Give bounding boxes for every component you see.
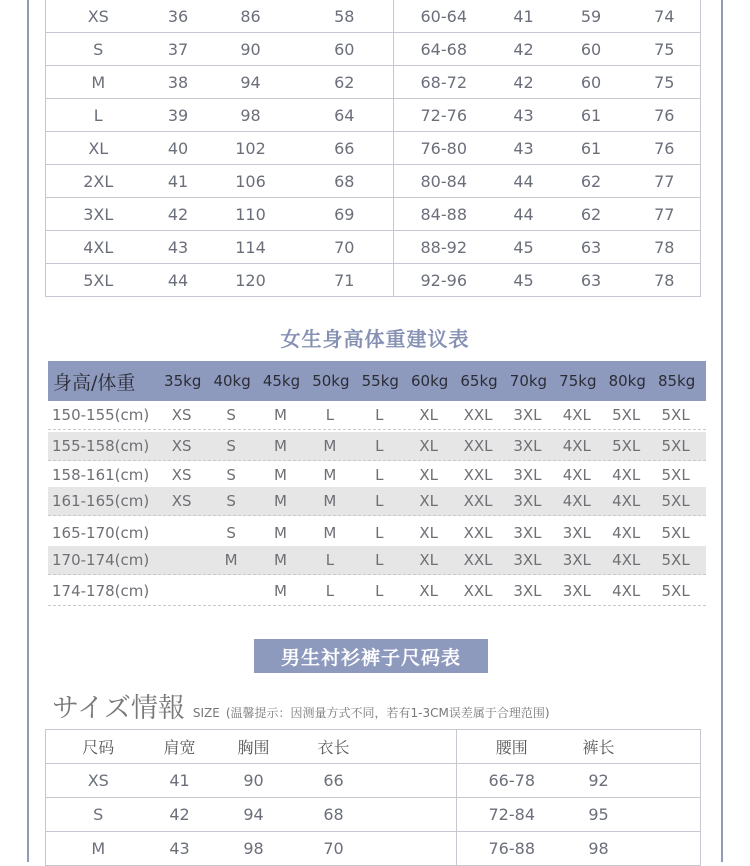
women-chart-row: [48, 487, 706, 516]
table-cell: XS: [46, 764, 151, 798]
size-suggestion: XXL: [463, 551, 493, 569]
table-cell: 44: [494, 165, 554, 198]
size-suggestion: L: [375, 551, 384, 569]
table-row: [46, 165, 701, 198]
header-label: 身高/体重: [53, 371, 136, 394]
table-cell: 37: [151, 33, 206, 66]
size-suggestion: M: [274, 524, 287, 542]
table-cell: 77: [629, 165, 701, 198]
column-header: 衣长: [299, 730, 369, 764]
size-suggestion: XXL: [463, 437, 493, 455]
weight-header: 35kg: [164, 372, 202, 390]
table-cell: 43: [151, 832, 209, 866]
size-suggestion: L: [325, 582, 335, 600]
table-cell: 42: [494, 33, 554, 66]
height-range: 174-178(cm): [52, 582, 150, 600]
women-chart-row: [48, 519, 706, 548]
table-cell: 120: [206, 264, 296, 297]
size-suggestion: M: [274, 406, 287, 424]
size-suggestion: XXL: [463, 406, 493, 424]
table-row: [46, 264, 701, 297]
table-cell: 68-72: [394, 66, 494, 99]
table-cell: 92-96: [394, 264, 494, 297]
size-suggestion: 5XL: [661, 551, 690, 569]
table-cell: [369, 832, 457, 866]
size-suggestion: XXL: [463, 466, 493, 484]
weight-header: 85kg: [657, 372, 696, 390]
table-cell: 60: [554, 66, 629, 99]
weight-header: 50kg: [312, 372, 350, 390]
size-suggestion: 3XL: [513, 551, 542, 569]
size-suggestion: L: [325, 406, 335, 424]
table-cell: 84-88: [394, 198, 494, 231]
table-cell: M: [46, 832, 151, 866]
size-suggestion: L: [375, 492, 384, 510]
table-cell: 43: [494, 99, 554, 132]
table-cell: L: [46, 99, 151, 132]
table-cell: S: [46, 798, 151, 832]
women-chart-row: [48, 546, 706, 575]
frame-right-border: [721, 0, 723, 862]
table-cell: 72-84: [457, 798, 567, 832]
table-row: [46, 0, 701, 33]
table-row: [46, 798, 701, 832]
table-cell: 76-88: [457, 832, 567, 866]
size-suggestion: XL: [419, 492, 438, 510]
table-cell: 60-64: [394, 0, 494, 33]
table-cell: 71: [296, 264, 394, 297]
table-cell: 72-76: [394, 99, 494, 132]
table-cell: 94: [206, 66, 296, 99]
size-suggestion: XS: [171, 492, 192, 510]
table-row: [46, 231, 701, 264]
women-chart-row: [48, 577, 706, 606]
table-cell: 88-92: [394, 231, 494, 264]
size-suggestion: XXL: [463, 582, 493, 600]
table-cell: 60: [296, 33, 394, 66]
table-cell: 78: [629, 264, 701, 297]
table-cell: 77: [629, 198, 701, 231]
size-heading-note: (温馨提示：因测量方式不同，若有1-3CM误差属于合理范围): [225, 706, 550, 720]
size-suggestion: 3XL: [513, 582, 542, 600]
weight-header: 45kg: [262, 372, 301, 390]
table-cell: 45: [494, 264, 554, 297]
size-suggestion: L: [375, 582, 384, 600]
height-range: 158-161(cm): [52, 466, 150, 484]
table-cell: 39: [151, 99, 206, 132]
table-cell: 80-84: [394, 165, 494, 198]
size-suggestion: 5XL: [661, 437, 690, 455]
size-suggestion: XS: [171, 466, 192, 484]
weight-header: 65kg: [460, 372, 498, 390]
size-suggestion: M: [274, 492, 287, 510]
weight-header: 60kg: [411, 372, 449, 390]
size-suggestion: S: [226, 406, 236, 424]
size-suggestion: 3XL: [513, 466, 542, 484]
table-cell: 43: [494, 132, 554, 165]
column-header: 肩宽: [151, 730, 209, 764]
table-cell: 75: [629, 33, 701, 66]
table-cell: 4XL: [46, 231, 151, 264]
height-range: 170-174(cm): [52, 551, 150, 569]
size-suggestion: 5XL: [612, 406, 641, 424]
size-suggestion: 4XL: [562, 437, 591, 455]
table-cell: [631, 832, 701, 866]
table-cell: 5XL: [46, 264, 151, 297]
women-chart-row: [48, 401, 706, 430]
column-header: [369, 730, 457, 764]
table-cell: 94: [209, 798, 299, 832]
table-cell: 41: [151, 165, 206, 198]
size-suggestion: XXL: [463, 524, 493, 542]
size-suggestion: 5XL: [612, 437, 641, 455]
table-cell: 86: [206, 0, 296, 33]
table-cell: 68: [296, 165, 394, 198]
size-suggestion: M: [274, 437, 287, 455]
table-cell: 58: [296, 0, 394, 33]
size-suggestion: XL: [419, 466, 438, 484]
size-suggestion: L: [375, 406, 384, 424]
table-cell: 62: [554, 165, 629, 198]
table-cell: XS: [46, 0, 151, 33]
size-suggestion: XL: [419, 406, 438, 424]
size-heading-en: SIZE: [192, 706, 220, 720]
size-suggestion: 4XL: [612, 524, 641, 542]
women-chart-title: 女生身高体重建议表: [280, 327, 470, 351]
size-suggestion: XS: [171, 437, 192, 455]
table-cell: 76: [629, 132, 701, 165]
table-row: [46, 66, 701, 99]
column-header: [631, 730, 701, 764]
size-suggestion: 3XL: [513, 437, 542, 455]
table-cell: 68: [299, 798, 369, 832]
size-suggestion: L: [375, 437, 384, 455]
size-suggestion: XXL: [463, 492, 493, 510]
women-chart-row: [48, 432, 706, 461]
table-row: [46, 832, 701, 866]
height-range: 155-158(cm): [52, 437, 150, 455]
table-cell: 74: [629, 0, 701, 33]
weight-header: 75kg: [559, 372, 597, 390]
table-cell: 61: [554, 132, 629, 165]
table-cell: [631, 764, 701, 798]
table-cell: 41: [494, 0, 554, 33]
size-suggestion: 3XL: [562, 551, 591, 569]
table-cell: 69: [296, 198, 394, 231]
table-cell: 70: [299, 832, 369, 866]
size-suggestion: S: [226, 524, 236, 542]
table-cell: 64-68: [394, 33, 494, 66]
table-cell: 78: [629, 231, 701, 264]
table-cell: XL: [46, 132, 151, 165]
table-cell: 70: [296, 231, 394, 264]
column-header: 裤长: [567, 730, 631, 764]
size-suggestion: 3XL: [513, 406, 542, 424]
table-cell: 60: [554, 33, 629, 66]
table-cell: 64: [296, 99, 394, 132]
table-cell: 41: [151, 764, 209, 798]
table-cell: 90: [206, 33, 296, 66]
column-header: 腰围: [457, 730, 567, 764]
table-cell: 66: [296, 132, 394, 165]
table-cell: 63: [554, 264, 629, 297]
table-row: [46, 198, 701, 231]
size-suggestion: M: [323, 524, 337, 542]
table-cell: 66-78: [457, 764, 567, 798]
size-suggestion: M: [274, 551, 287, 569]
table-cell: 44: [494, 198, 554, 231]
size-info-heading: [52, 686, 550, 725]
table-cell: 42: [151, 798, 209, 832]
table-cell: 90: [209, 764, 299, 798]
height-range: 150-155(cm): [52, 406, 150, 424]
size-suggestion: 4XL: [562, 492, 591, 510]
table-cell: 45: [494, 231, 554, 264]
weight-header: 55kg: [361, 372, 399, 390]
size-suggestion: XL: [419, 582, 438, 600]
size-suggestion: 5XL: [661, 466, 690, 484]
women-chart-row: [48, 461, 706, 490]
size-suggestion: XS: [171, 406, 192, 424]
size-suggestion: S: [226, 492, 236, 510]
table-cell: S: [46, 33, 151, 66]
table-cell: 59: [554, 0, 629, 33]
table-cell: 98: [206, 99, 296, 132]
size-suggestion: 4XL: [562, 466, 591, 484]
size-heading-jp: サイズ情報: [52, 693, 185, 724]
table-cell: 3XL: [46, 198, 151, 231]
size-suggestion: XL: [419, 437, 438, 455]
table-cell: 75: [629, 66, 701, 99]
table-cell: 98: [209, 832, 299, 866]
weight-header: 40kg: [213, 372, 251, 390]
men-section-banner: 男生衬衫裤子尺码表: [254, 639, 488, 673]
size-suggestion: L: [375, 524, 384, 542]
table-row: [46, 33, 701, 66]
size-suggestion: XL: [419, 551, 438, 569]
size-suggestion: 3XL: [562, 524, 591, 542]
table-cell: [369, 798, 457, 832]
table-cell: 2XL: [46, 165, 151, 198]
table-cell: 95: [567, 798, 631, 832]
size-suggestion: M: [274, 466, 287, 484]
size-suggestion: M: [274, 582, 287, 600]
table-row: [46, 99, 701, 132]
size-suggestion: M: [323, 437, 337, 455]
table-cell: 63: [554, 231, 629, 264]
size-suggestion: S: [226, 466, 236, 484]
women-chart-header: [48, 361, 706, 401]
size-suggestion: 4XL: [562, 406, 591, 424]
size-suggestion: M: [224, 551, 238, 569]
size-suggestion: 4XL: [612, 492, 641, 510]
table-cell: [369, 764, 457, 798]
size-suggestion: 5XL: [661, 406, 690, 424]
table-cell: [631, 798, 701, 832]
table-cell: 61: [554, 99, 629, 132]
table-cell: M: [46, 66, 151, 99]
size-suggestion: XL: [419, 524, 438, 542]
size-suggestion: 3XL: [513, 492, 542, 510]
table-row: [46, 132, 701, 165]
size-suggestion: 4XL: [612, 582, 641, 600]
table-row: [46, 764, 701, 798]
size-suggestion: 5XL: [661, 582, 690, 600]
table-cell: 102: [206, 132, 296, 165]
size-suggestion: 5XL: [661, 524, 690, 542]
table-cell: 38: [151, 66, 206, 99]
column-header: 尺码: [46, 730, 151, 764]
table-cell: 44: [151, 264, 206, 297]
size-suggestion: 4XL: [612, 551, 641, 569]
column-header: 胸围: [209, 730, 299, 764]
table-cell: 76-80: [394, 132, 494, 165]
table-cell: 106: [206, 165, 296, 198]
table-cell: 66: [299, 764, 369, 798]
size-suggestion: 5XL: [661, 492, 690, 510]
size-suggestion: 4XL: [612, 466, 641, 484]
table-cell: 42: [494, 66, 554, 99]
table-cell: 40: [151, 132, 206, 165]
height-range: 161-165(cm): [52, 492, 150, 510]
men-table-header: [46, 730, 701, 764]
table-cell: 62: [554, 198, 629, 231]
size-suggestion: L: [375, 466, 384, 484]
height-range: 165-170(cm): [52, 524, 150, 542]
table-cell: 43: [151, 231, 206, 264]
table-cell: 98: [567, 832, 631, 866]
table-cell: 36: [151, 0, 206, 33]
top-size-table: [45, 0, 701, 297]
table-cell: 110: [206, 198, 296, 231]
size-suggestion: M: [323, 466, 337, 484]
size-suggestion: M: [323, 492, 337, 510]
size-suggestion: S: [226, 437, 236, 455]
table-cell: 76: [629, 99, 701, 132]
weight-header: 70kg: [509, 372, 548, 390]
frame-left-border: [27, 0, 29, 862]
table-cell: 62: [296, 66, 394, 99]
size-suggestion: 3XL: [562, 582, 591, 600]
table-cell: 92: [567, 764, 631, 798]
size-suggestion: 3XL: [513, 524, 542, 542]
weight-header: 80kg: [608, 372, 646, 390]
table-cell: 42: [151, 198, 206, 231]
men-size-table: [45, 729, 701, 866]
size-suggestion: L: [325, 551, 335, 569]
table-cell: 114: [206, 231, 296, 264]
